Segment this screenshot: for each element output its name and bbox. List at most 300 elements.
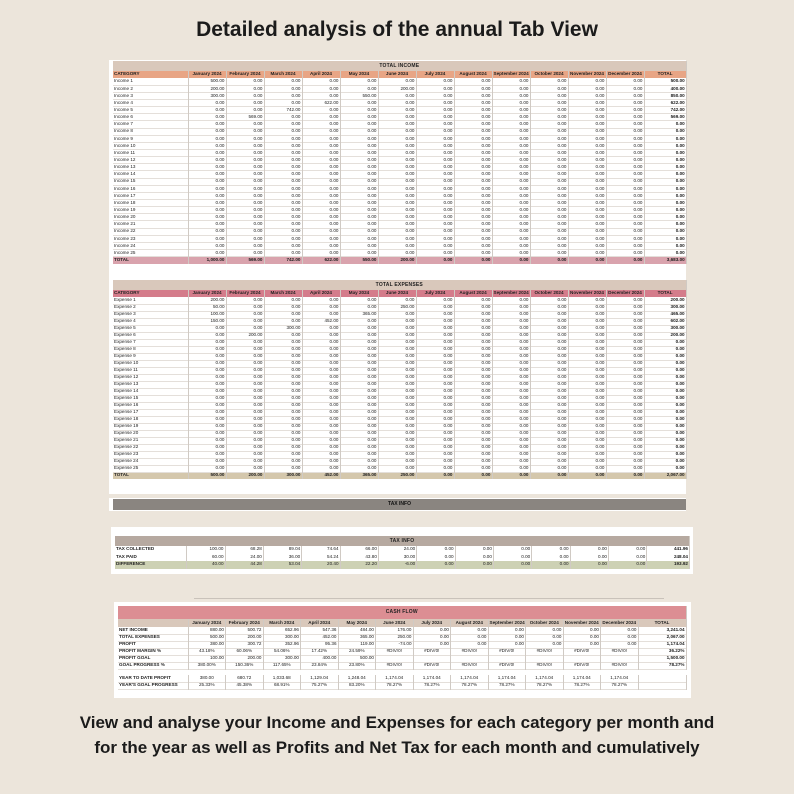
cash-value: 95.36 bbox=[301, 641, 339, 648]
row-label: Income 11 bbox=[113, 150, 188, 157]
row-value: 0.00 bbox=[226, 235, 264, 242]
cash-total: 1,174.04 bbox=[638, 641, 686, 648]
row-value: 0.00 bbox=[530, 458, 568, 465]
row-value: 0.00 bbox=[454, 416, 492, 423]
row-value: 0.00 bbox=[492, 444, 530, 451]
row-value: 0.00 bbox=[530, 311, 568, 318]
row-value: 0.00 bbox=[340, 304, 378, 311]
table-row bbox=[113, 367, 686, 374]
row-value: 0.00 bbox=[492, 150, 530, 157]
row-value: 200.00 bbox=[188, 297, 226, 304]
row-value: 0.00 bbox=[264, 353, 302, 360]
row-value: 0.00 bbox=[606, 353, 644, 360]
row-value: 0.00 bbox=[454, 423, 492, 430]
row-value: 0.00 bbox=[568, 200, 606, 207]
row-value: 0.00 bbox=[188, 128, 226, 135]
row-value: 0.00 bbox=[340, 402, 378, 409]
cash-label: PROFIT GOAL bbox=[118, 655, 188, 662]
row-value: 0.00 bbox=[340, 221, 378, 228]
row-value: 0.00 bbox=[302, 374, 340, 381]
tax-total: 193.92 bbox=[647, 561, 690, 569]
cash-value: 200.00 bbox=[226, 655, 264, 662]
row-value: 0.00 bbox=[454, 353, 492, 360]
row-value: 0.00 bbox=[302, 297, 340, 304]
row-label: Income 1 bbox=[113, 78, 188, 85]
row-value: 0.00 bbox=[226, 178, 264, 185]
caption-line-2: for the year as well as Profits and Net Tax for each month and cumulatively bbox=[94, 738, 700, 757]
ytd-value: 25.33% bbox=[188, 682, 226, 689]
row-value: 0.00 bbox=[340, 318, 378, 325]
row-value: 0.00 bbox=[302, 228, 340, 235]
row-value: 0.00 bbox=[492, 423, 530, 430]
row-value: 0.00 bbox=[264, 100, 302, 107]
row-value: 0.00 bbox=[340, 142, 378, 149]
row-value: 0.00 bbox=[568, 325, 606, 332]
table-row bbox=[113, 235, 686, 242]
cash-total: 3,241.04 bbox=[638, 627, 686, 634]
row-value: 0.00 bbox=[226, 339, 264, 346]
row-value: 0.00 bbox=[606, 178, 644, 185]
row-value: 0.00 bbox=[568, 437, 606, 444]
row-value: 0.00 bbox=[530, 142, 568, 149]
cash-row bbox=[118, 662, 686, 669]
row-value: 0.00 bbox=[530, 78, 568, 85]
row-value: 0.00 bbox=[226, 381, 264, 388]
row-value: 0.00 bbox=[340, 228, 378, 235]
table-row bbox=[113, 207, 686, 214]
row-value: 0.00 bbox=[416, 367, 454, 374]
row-value: 0.00 bbox=[226, 250, 264, 257]
row-value: 0.00 bbox=[606, 388, 644, 395]
row-total: 0.00 bbox=[644, 142, 686, 149]
cash-label: TOTAL EXPENSES bbox=[118, 634, 188, 641]
cash-value: 60.06% bbox=[226, 648, 264, 655]
row-value: 0.00 bbox=[530, 451, 568, 458]
cash-total: 36.22% bbox=[638, 648, 686, 655]
row-value: 0.00 bbox=[302, 200, 340, 207]
row-value: 0.00 bbox=[530, 242, 568, 249]
row-value: 0.00 bbox=[302, 332, 340, 339]
tax-value: 36.00 bbox=[263, 554, 301, 562]
cash-value bbox=[488, 655, 526, 662]
row-value: 0.00 bbox=[454, 437, 492, 444]
table-row bbox=[113, 228, 686, 235]
row-value: 0.00 bbox=[188, 437, 226, 444]
table-banner-row bbox=[118, 606, 686, 619]
month-header: December 2024 bbox=[606, 290, 644, 297]
row-value: 0.00 bbox=[530, 250, 568, 257]
row-value: 0.00 bbox=[226, 409, 264, 416]
row-value: 0.00 bbox=[606, 451, 644, 458]
table-row bbox=[113, 423, 686, 430]
table-row bbox=[113, 374, 686, 381]
row-value: 0.00 bbox=[264, 250, 302, 257]
row-value: 0.00 bbox=[340, 150, 378, 157]
row-value: 0.00 bbox=[226, 458, 264, 465]
table-row bbox=[113, 381, 686, 388]
row-value: 0.00 bbox=[416, 339, 454, 346]
row-value: 0.00 bbox=[568, 92, 606, 99]
row-value: 0.00 bbox=[492, 228, 530, 235]
row-value: 0.00 bbox=[378, 150, 416, 157]
row-value: 0.00 bbox=[568, 178, 606, 185]
ytd-row bbox=[118, 682, 686, 689]
row-value: 0.00 bbox=[340, 465, 378, 472]
tax-value: 0.00 bbox=[417, 561, 455, 569]
tax-value: 60.00 bbox=[187, 554, 225, 562]
cash-value: 0.00 bbox=[413, 641, 451, 648]
cash-label: PROFIT bbox=[118, 641, 188, 648]
row-value: 0.00 bbox=[530, 235, 568, 242]
ytd-blank-cell bbox=[638, 682, 686, 689]
ytd-row bbox=[118, 675, 686, 682]
row-value: 0.00 bbox=[606, 304, 644, 311]
row-value: 0.00 bbox=[264, 164, 302, 171]
row-value: 0.00 bbox=[226, 374, 264, 381]
row-value: 0.00 bbox=[226, 150, 264, 157]
row-value: 0.00 bbox=[606, 367, 644, 374]
row-value: 150.00 bbox=[188, 318, 226, 325]
row-total: 0.00 bbox=[644, 135, 686, 142]
row-value: 0.00 bbox=[568, 339, 606, 346]
row-value: 0.00 bbox=[530, 157, 568, 164]
cash-value: #DIV/0! bbox=[376, 648, 414, 655]
row-value: 0.00 bbox=[302, 121, 340, 128]
row-value: 0.00 bbox=[454, 228, 492, 235]
table-row bbox=[113, 128, 686, 135]
row-value: 0.00 bbox=[340, 207, 378, 214]
cash-value: 300.00 bbox=[263, 634, 301, 641]
row-value: 0.00 bbox=[378, 444, 416, 451]
row-value: 0.00 bbox=[568, 332, 606, 339]
row-value: 0.00 bbox=[264, 200, 302, 207]
row-value: 0.00 bbox=[264, 346, 302, 353]
row-value: 0.00 bbox=[378, 297, 416, 304]
row-value: 0.00 bbox=[340, 214, 378, 221]
cash-value: 100.00 bbox=[188, 655, 226, 662]
ytd-value: 78.27% bbox=[451, 682, 489, 689]
row-value: 0.00 bbox=[454, 150, 492, 157]
row-value: 0.00 bbox=[416, 409, 454, 416]
row-value: 0.00 bbox=[264, 207, 302, 214]
row-value: 0.00 bbox=[264, 150, 302, 157]
row-value: 0.00 bbox=[378, 242, 416, 249]
row-value: 0.00 bbox=[568, 235, 606, 242]
table-header-row bbox=[118, 619, 686, 627]
cash-value bbox=[601, 655, 639, 662]
row-value: 0.00 bbox=[264, 409, 302, 416]
ytd-value: 75.27% bbox=[301, 682, 339, 689]
row-value: 0.00 bbox=[188, 325, 226, 332]
row-total: 0.00 bbox=[644, 171, 686, 178]
row-value: 0.00 bbox=[568, 346, 606, 353]
row-value: 0.00 bbox=[568, 150, 606, 157]
row-value: 0.00 bbox=[378, 192, 416, 199]
tax-sheet bbox=[111, 527, 693, 574]
month-header: March 2024 bbox=[264, 71, 302, 78]
month-header: July 2024 bbox=[416, 290, 454, 297]
row-total: 0.00 bbox=[644, 381, 686, 388]
row-value: 0.00 bbox=[454, 374, 492, 381]
row-value: 0.00 bbox=[606, 395, 644, 402]
row-value: 0.00 bbox=[606, 437, 644, 444]
row-value: 0.00 bbox=[606, 416, 644, 423]
row-value: 0.00 bbox=[378, 157, 416, 164]
row-value: 0.00 bbox=[378, 381, 416, 388]
row-total: 500.00 bbox=[644, 78, 686, 85]
month-header: September 2024 bbox=[493, 290, 529, 296]
row-value: 0.00 bbox=[264, 78, 302, 85]
row-value: 0.00 bbox=[264, 128, 302, 135]
row-value: 0.00 bbox=[226, 185, 264, 192]
table-row bbox=[113, 107, 686, 114]
row-value: 0.00 bbox=[416, 242, 454, 249]
month-header: July 2024 bbox=[413, 619, 451, 627]
row-value: 0.00 bbox=[340, 444, 378, 451]
row-value: 0.00 bbox=[568, 395, 606, 402]
cash-value: 23.84% bbox=[301, 662, 339, 669]
tax-value: 0.00 bbox=[608, 554, 646, 562]
table-row bbox=[113, 465, 686, 472]
row-value: 0.00 bbox=[530, 325, 568, 332]
total-value: 0.00 bbox=[568, 472, 606, 479]
row-label: Expense 22 bbox=[113, 444, 188, 451]
row-value: 0.00 bbox=[568, 114, 606, 121]
row-value: 0.00 bbox=[416, 207, 454, 214]
row-value: 0.00 bbox=[416, 164, 454, 171]
row-value: 0.00 bbox=[454, 346, 492, 353]
row-value: 0.00 bbox=[302, 444, 340, 451]
row-value: 0.00 bbox=[302, 437, 340, 444]
row-value: 0.00 bbox=[416, 128, 454, 135]
row-value: 0.00 bbox=[530, 297, 568, 304]
ytd-value: 83.20% bbox=[338, 682, 376, 689]
row-value: 0.00 bbox=[416, 388, 454, 395]
row-value: 0.00 bbox=[340, 451, 378, 458]
row-value: 0.00 bbox=[530, 465, 568, 472]
table-row bbox=[113, 353, 686, 360]
tax-value: 40.00 bbox=[187, 561, 225, 569]
row-value: 0.00 bbox=[416, 142, 454, 149]
row-value: 0.00 bbox=[340, 325, 378, 332]
row-value: 0.00 bbox=[530, 304, 568, 311]
row-value: 0.00 bbox=[378, 451, 416, 458]
row-value: 0.00 bbox=[416, 171, 454, 178]
row-value: 0.00 bbox=[606, 142, 644, 149]
cash-value: #DIV/0! bbox=[601, 662, 639, 669]
row-value: 0.00 bbox=[606, 150, 644, 157]
row-value: 0.00 bbox=[454, 311, 492, 318]
table-row bbox=[113, 311, 686, 318]
month-header: October 2024 bbox=[530, 290, 568, 297]
month-header: April 2024 bbox=[302, 71, 340, 78]
row-value: 0.00 bbox=[302, 85, 340, 92]
row-value: 0.00 bbox=[530, 402, 568, 409]
row-total: 0.00 bbox=[644, 121, 686, 128]
tax-total: 248.04 bbox=[647, 554, 690, 562]
row-value: 0.00 bbox=[378, 228, 416, 235]
row-total: 622.00 bbox=[644, 100, 686, 107]
row-label: Income 20 bbox=[113, 214, 188, 221]
row-value: 365.00 bbox=[340, 311, 378, 318]
row-value: 0.00 bbox=[530, 164, 568, 171]
cash-value bbox=[526, 655, 564, 662]
row-value: 0.00 bbox=[378, 465, 416, 472]
row-value: 0.00 bbox=[492, 135, 530, 142]
row-value: 0.00 bbox=[188, 339, 226, 346]
row-value: 0.00 bbox=[226, 221, 264, 228]
row-value: 0.00 bbox=[302, 107, 340, 114]
month-header: April 2024 bbox=[301, 619, 339, 627]
row-value: 0.00 bbox=[302, 325, 340, 332]
month-header: May 2024 bbox=[338, 619, 376, 627]
row-value: 0.00 bbox=[568, 451, 606, 458]
row-total: 465.00 bbox=[644, 311, 686, 318]
row-value: 0.00 bbox=[492, 164, 530, 171]
row-value: 0.00 bbox=[416, 92, 454, 99]
row-value: 0.00 bbox=[378, 200, 416, 207]
row-value: 0.00 bbox=[568, 367, 606, 374]
row-value: 0.00 bbox=[454, 304, 492, 311]
row-total: 0.00 bbox=[644, 437, 686, 444]
cash-value: 0.00 bbox=[413, 627, 451, 634]
row-value: 0.00 bbox=[454, 395, 492, 402]
row-label: Income 3 bbox=[113, 92, 188, 99]
empty-header-cell bbox=[118, 619, 188, 627]
cash-value: 17.42% bbox=[301, 648, 339, 655]
cash-value: 0.00 bbox=[601, 627, 639, 634]
row-label: Expense 12 bbox=[113, 374, 188, 381]
row-value: 0.00 bbox=[568, 135, 606, 142]
cash-value: #DIV/0! bbox=[526, 662, 564, 669]
row-value: 0.00 bbox=[302, 423, 340, 430]
caption-line-1: View and analyse your Income and Expenses for each category per month and bbox=[79, 713, 715, 732]
row-value: 0.00 bbox=[226, 171, 264, 178]
tax-value: 0.00 bbox=[570, 554, 608, 562]
row-label: Income 12 bbox=[113, 157, 188, 164]
row-value: 0.00 bbox=[264, 304, 302, 311]
row-value: 0.00 bbox=[340, 192, 378, 199]
cash-value: 484.00 bbox=[338, 627, 376, 634]
row-total: 0.00 bbox=[644, 250, 686, 257]
tax-value: 0.00 bbox=[532, 546, 570, 554]
row-total: 0.00 bbox=[644, 346, 686, 353]
row-value: 0.00 bbox=[530, 339, 568, 346]
row-total: 0.00 bbox=[644, 178, 686, 185]
row-value: 0.00 bbox=[530, 114, 568, 121]
table-row bbox=[113, 332, 686, 339]
row-value: 0.00 bbox=[568, 171, 606, 178]
cash-value: 0.00 bbox=[526, 627, 564, 634]
row-value: 0.00 bbox=[530, 178, 568, 185]
table-row bbox=[113, 318, 686, 325]
row-value: 0.00 bbox=[606, 381, 644, 388]
row-total: 0.00 bbox=[644, 150, 686, 157]
table-row bbox=[113, 458, 686, 465]
row-value: 0.00 bbox=[568, 465, 606, 472]
ytd-value: 1,174.04 bbox=[451, 675, 489, 682]
row-value: 0.00 bbox=[378, 325, 416, 332]
row-value: 0.00 bbox=[530, 185, 568, 192]
row-value: 0.00 bbox=[492, 318, 530, 325]
row-value: 0.00 bbox=[340, 242, 378, 249]
row-value: 0.00 bbox=[568, 311, 606, 318]
row-label: Expense 20 bbox=[113, 430, 188, 437]
cash-value bbox=[563, 655, 601, 662]
row-value: 0.00 bbox=[302, 214, 340, 221]
row-value: 0.00 bbox=[454, 381, 492, 388]
row-value: 0.00 bbox=[492, 430, 530, 437]
row-value: 0.00 bbox=[340, 297, 378, 304]
row-value: 0.00 bbox=[264, 297, 302, 304]
month-header: April 2024 bbox=[302, 290, 340, 297]
total-value: 0.00 bbox=[606, 257, 644, 264]
cash-value: #DIV/0! bbox=[413, 648, 451, 655]
row-value: 0.00 bbox=[530, 200, 568, 207]
row-value: 569.00 bbox=[226, 114, 264, 121]
row-value: 0.00 bbox=[378, 395, 416, 402]
ytd-label: YEAR'S GOAL PROGRESS bbox=[118, 682, 188, 689]
row-value: 0.00 bbox=[492, 416, 530, 423]
row-value: 0.00 bbox=[302, 171, 340, 178]
table-row bbox=[113, 135, 686, 142]
table-row bbox=[113, 451, 686, 458]
row-value: 0.00 bbox=[226, 78, 264, 85]
row-value: 0.00 bbox=[492, 221, 530, 228]
month-header: February 2024 bbox=[226, 71, 264, 78]
row-value: 0.00 bbox=[454, 192, 492, 199]
table-row bbox=[113, 78, 686, 85]
row-value: 0.00 bbox=[416, 185, 454, 192]
tax-value: 0.00 bbox=[455, 554, 493, 562]
row-value: 0.00 bbox=[492, 381, 530, 388]
row-value: 0.00 bbox=[492, 200, 530, 207]
row-value: 0.00 bbox=[606, 228, 644, 235]
row-value: 0.00 bbox=[454, 221, 492, 228]
row-value: 0.00 bbox=[378, 214, 416, 221]
tax-value: -6.00 bbox=[378, 561, 416, 569]
row-value: 0.00 bbox=[492, 107, 530, 114]
row-value: 0.00 bbox=[492, 114, 530, 121]
row-value: 0.00 bbox=[492, 185, 530, 192]
row-label: Income 10 bbox=[113, 142, 188, 149]
row-value: 0.00 bbox=[302, 339, 340, 346]
row-value: 0.00 bbox=[226, 353, 264, 360]
tax-total: 441.96 bbox=[647, 546, 690, 554]
row-value: 0.00 bbox=[530, 192, 568, 199]
total-label: TOTAL bbox=[113, 257, 188, 264]
row-value: 0.00 bbox=[302, 135, 340, 142]
row-value: 0.00 bbox=[188, 185, 226, 192]
ytd-value: 78.27% bbox=[488, 682, 526, 689]
row-value: 0.00 bbox=[264, 339, 302, 346]
ytd-value: 68.91% bbox=[263, 682, 301, 689]
row-value: 0.00 bbox=[188, 430, 226, 437]
row-total: 0.00 bbox=[644, 128, 686, 135]
row-value: 0.00 bbox=[530, 228, 568, 235]
row-value: 0.00 bbox=[302, 207, 340, 214]
row-value: 0.00 bbox=[416, 228, 454, 235]
tax-value: 0.00 bbox=[532, 561, 570, 569]
row-value: 0.00 bbox=[606, 360, 644, 367]
row-value: 0.00 bbox=[454, 325, 492, 332]
month-header: January 2024 bbox=[188, 290, 226, 297]
row-value: 0.00 bbox=[188, 465, 226, 472]
row-value: 0.00 bbox=[416, 135, 454, 142]
row-value: 0.00 bbox=[606, 374, 644, 381]
row-value: 0.00 bbox=[264, 388, 302, 395]
row-value: 0.00 bbox=[492, 121, 530, 128]
